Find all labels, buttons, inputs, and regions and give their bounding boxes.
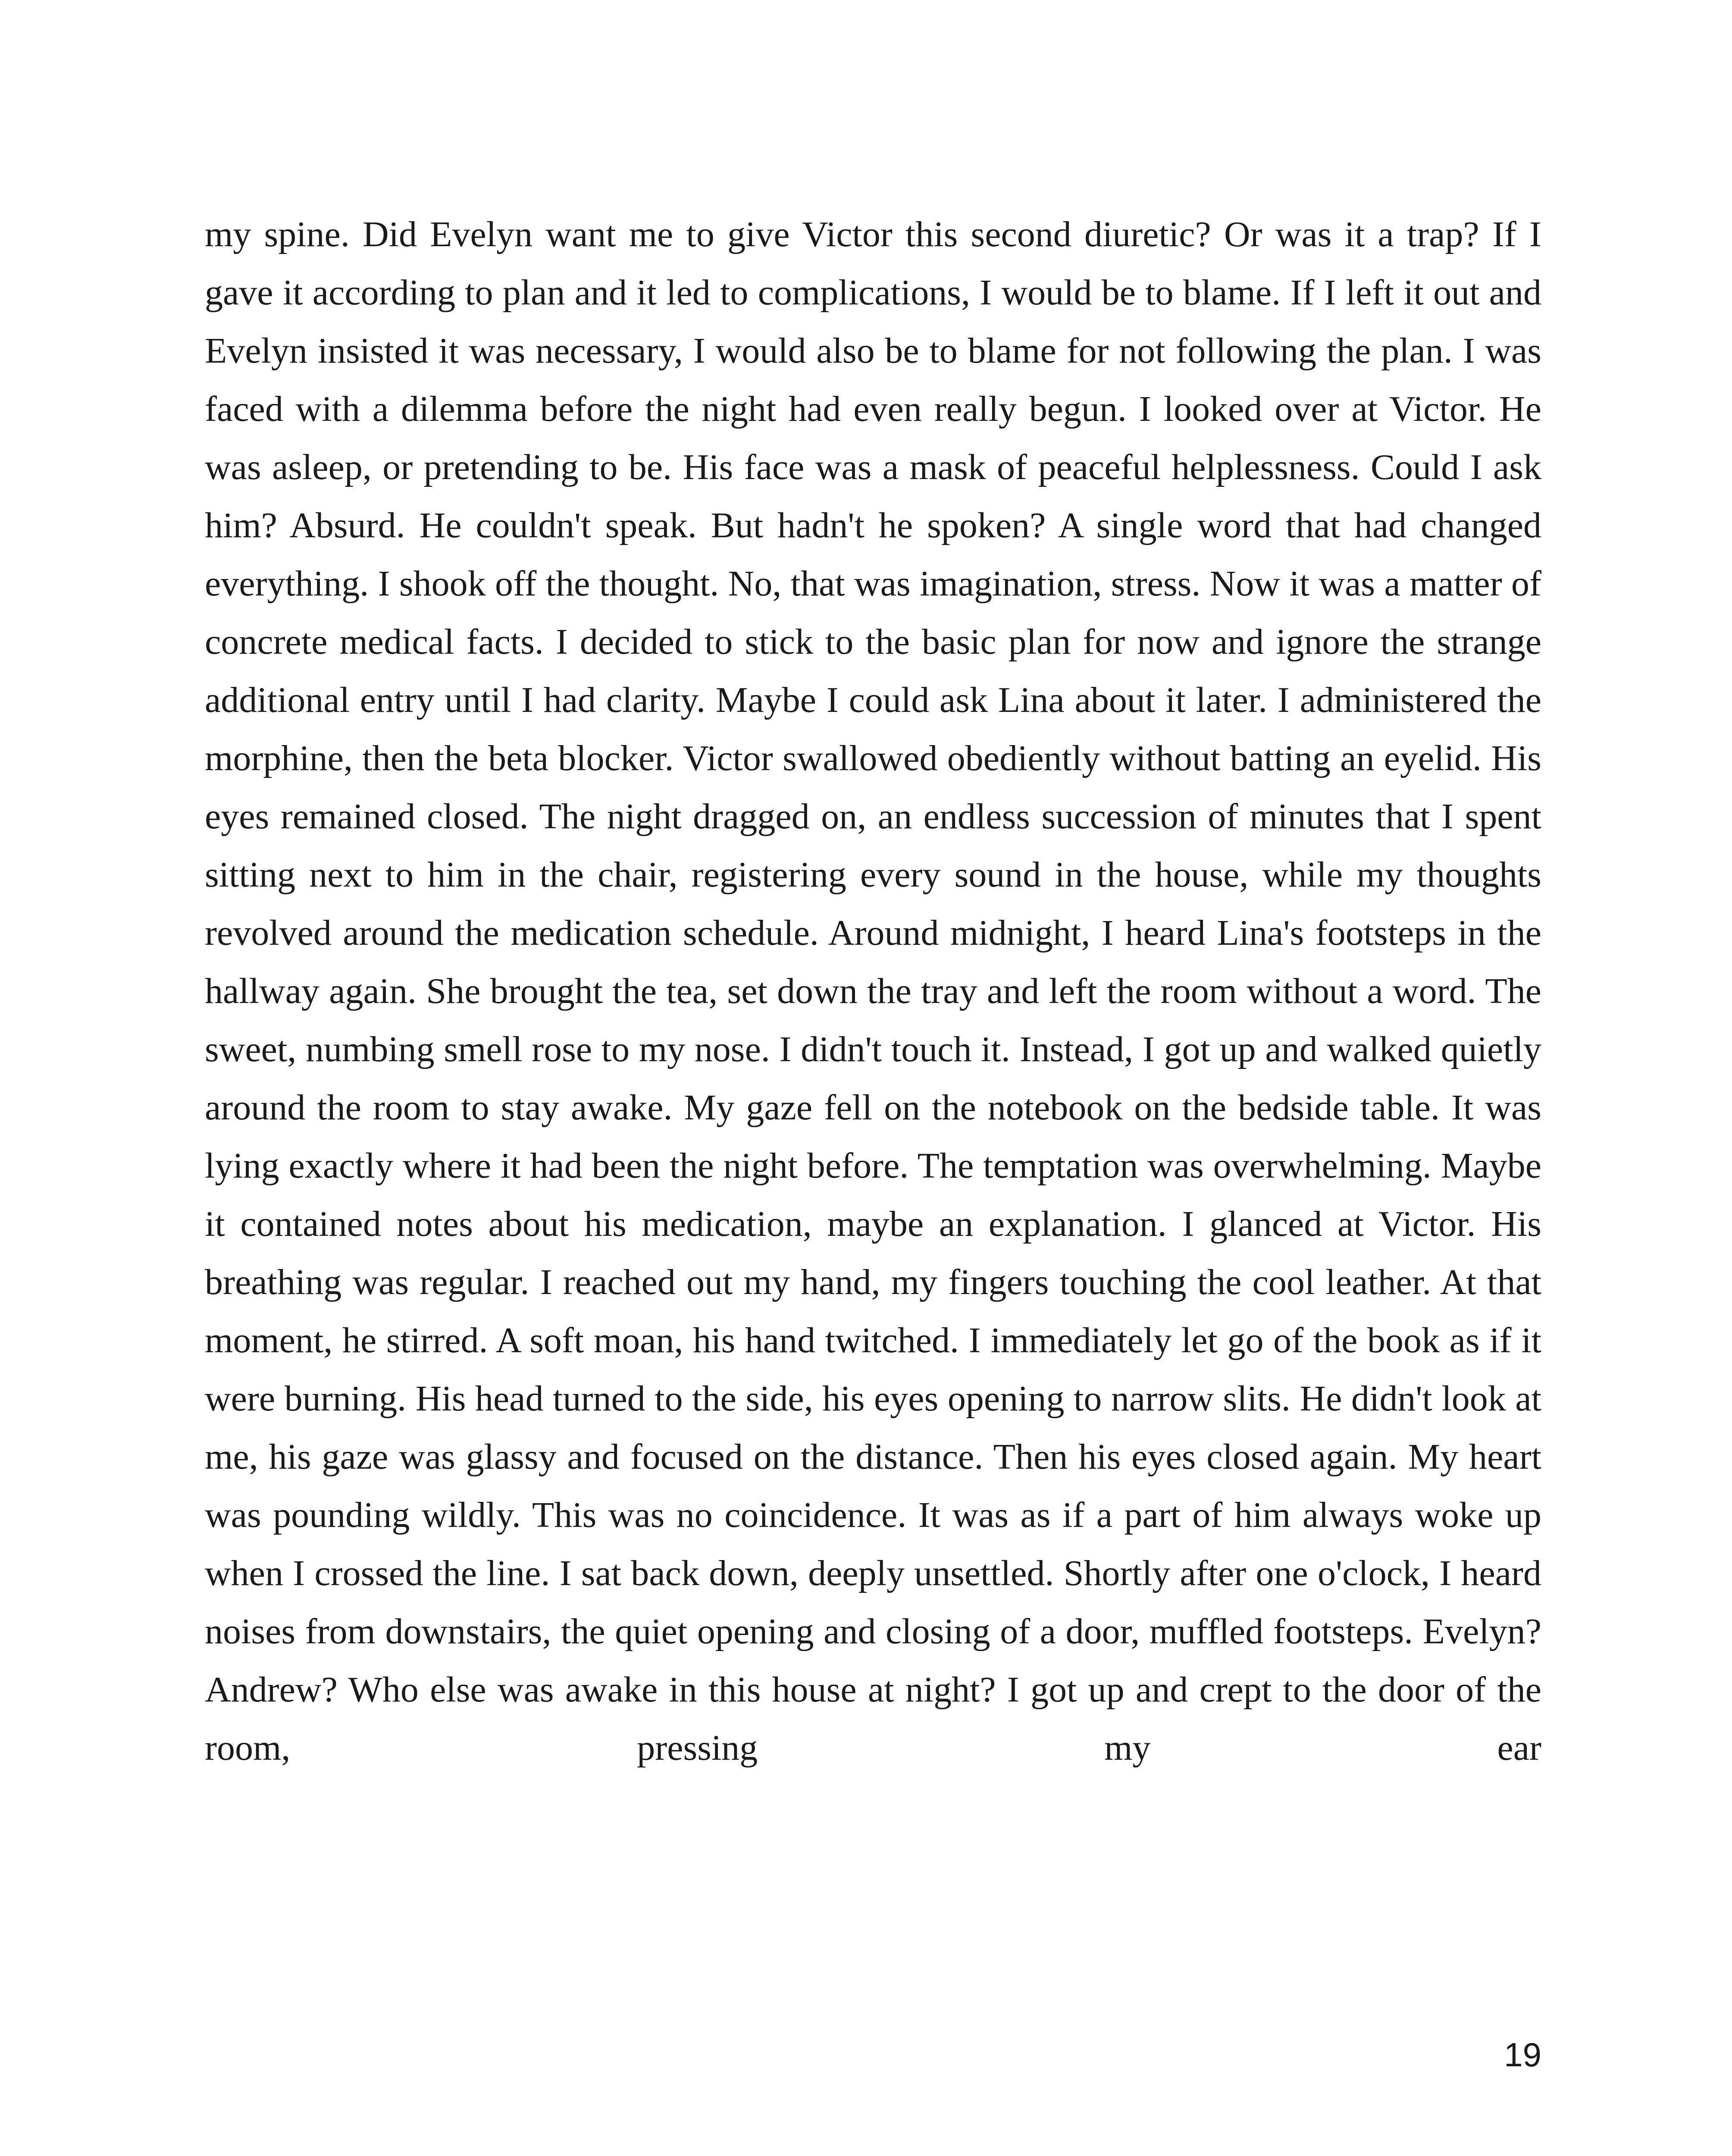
page-number: 19: [1504, 2036, 1541, 2074]
body-paragraph: my spine. Did Evelyn want me to give Victor this second diuretic? Or was it a trap? If I gave it according to plan and it led to complications, I would be to blame. If I left it out and Evelyn insisted it was necessary, I would also be to blame for not following the plan. I was faced with a dilemma before the night had even really begun. I looked over at Victor. He was asleep, or pretending to be. His face was a mask of peaceful helplessness. Could I ask him? Absurd. He couldn't speak. But hadn't he spoken? A single word that had changed everything. I shook off the thought. No, that was imagination, stress. Now it was a matter of concrete medical facts. I decided to stick to the basic plan for now and ignore the strange additional entry until I had clarity. Maybe I could ask Lina about it later. I administered the morphine, then the beta blocker. Victor swallowed obediently without batting an eyelid. His eyes remained closed. The night dragged on, an endless succession of minutes that I spent sitting next to him in the chair, registering every sound in the house, while my thoughts revolved around the medication schedule. Around midnight, I heard Lina's footsteps in the hallway again. She brought the tea, set down the tray and left the room without a word. The sweet, numbing smell rose to my nose. I didn't touch it. Instead, I got up and walked quietly around the room to stay awake. My gaze fell on the notebook on the bedside table. It was lying exactly where it had been the night before. The temptation was overwhelming. Maybe it contained notes about his medication, maybe an explanation. I glanced at Victor. His breathing was regular. I reached out my hand, my fingers touching the cool leather. At that moment, he stirred. A soft moan, his hand twitched. I immediately let go of the book as if it were burning. His head turned to the side, his eyes opening to narrow slits. He didn't look at me, his gaze was glassy and focused on the distance. Then his eyes closed again. My heart was pounding wildly. This was no coincidence. It was as if a part of him always woke up when I crossed the line. I sat back down, deeply unsettled. Shortly after one o'clock, I heard noises from downstairs, the quiet opening and closing of a door, muffled footsteps. Evelyn? Andrew? Who else was awake in this house at night? I got up and crept to the door of the room, pressing my ear: [205, 214, 1541, 1768]
